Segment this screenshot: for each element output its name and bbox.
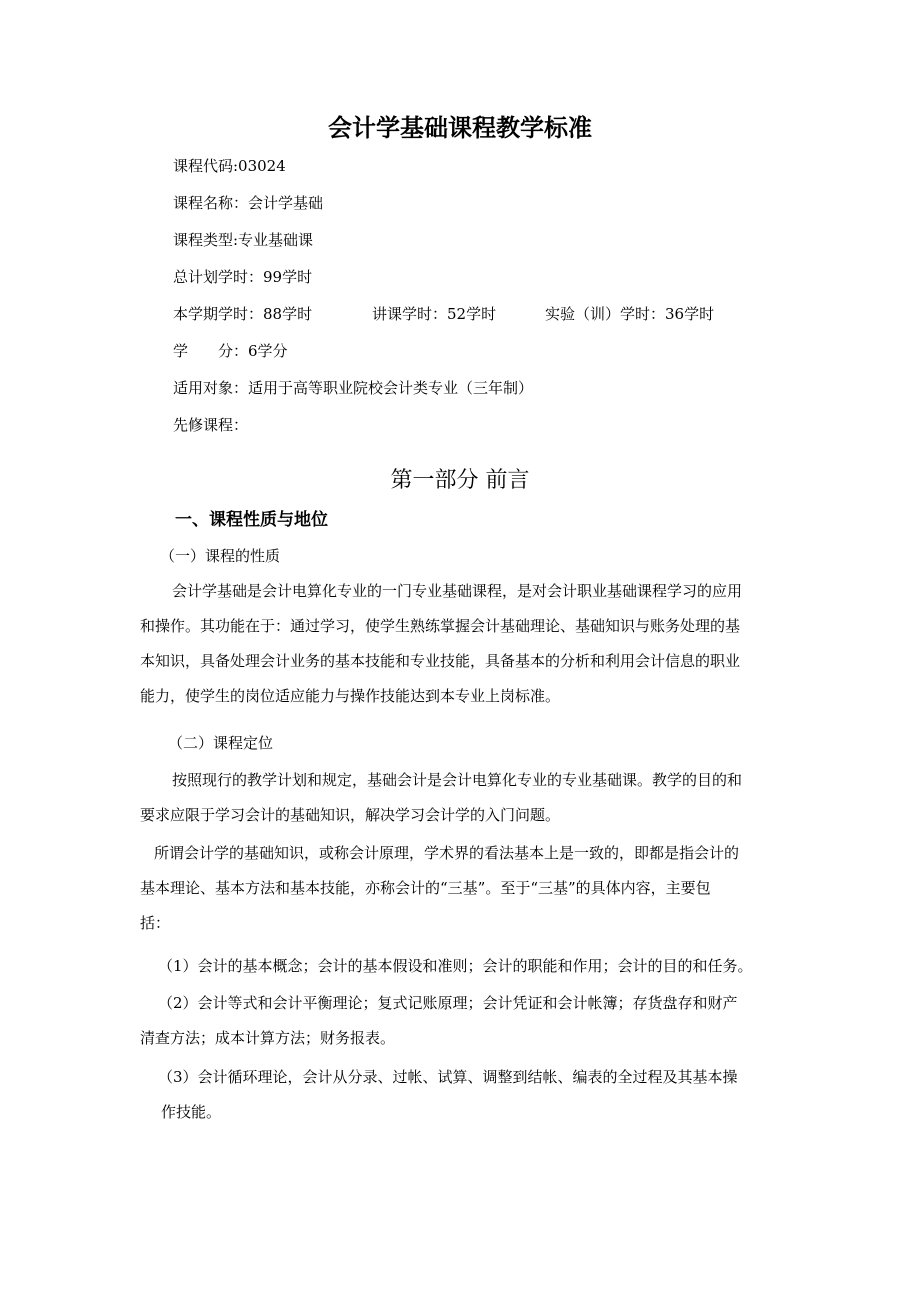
subsection-nature: （一）课程的性质 xyxy=(160,547,281,565)
credits: 学 分：6学分 xyxy=(173,342,288,360)
hours-row xyxy=(173,303,714,325)
text-line: （3）会计循环理论，会计从分录、过帐、试算、调整到结帐、编表的全过程及其基本操 xyxy=(158,1068,738,1086)
subsection-position: （二）课程定位 xyxy=(168,734,274,752)
text-line: 清查方法；成本计算方法；财务报表。 xyxy=(140,1029,396,1047)
document-title: 会计学基础课程教学标准 xyxy=(328,114,592,142)
paragraph-basics xyxy=(140,836,783,941)
text-line: 作技能。 xyxy=(161,1103,222,1121)
course-code: 课程代码:03024 xyxy=(173,157,286,175)
list-item-1 xyxy=(140,949,783,984)
text-line: 所谓会计学的基础知识，或称会计原理，学术界的看法基本上是一致的，即都是指会计的 xyxy=(154,844,740,862)
lecture-hours: 讲课学时：52学时 xyxy=(372,305,497,323)
text-line: （1）会计的基本概念；会计的基本假设和准则；会计的职能和作用；会计的目的和任务。 xyxy=(158,957,753,975)
total-hours: 总计划学时：99学时 xyxy=(173,268,313,286)
paragraph-position xyxy=(140,763,783,833)
course-name: 课程名称：会计学基础 xyxy=(173,194,324,212)
text-line: 会计学基础是会计电算化专业的一门专业基础课程，是对会计职业基础课程学习的应用 xyxy=(172,582,743,600)
section-title: 一、课程性质与地位 xyxy=(175,510,328,530)
text-line: 要求应限于学习会计的基础知识，解决学习会计学的入门问题。 xyxy=(140,806,561,824)
audience: 适用对象：适用于高等职业院校会计类专业（三年制） xyxy=(173,379,534,397)
text-line: 基本理论、基本方法和基本技能，亦称会计的“三基”。至于“三基”的具体内容，主要包 xyxy=(140,879,711,897)
text-line: 本知识，具备处理会计业务的基本技能和专业技能，具备基本的分析和利用会计信息的职业 xyxy=(140,652,741,670)
text-line: 能力，使学生的岗位适应能力与操作技能达到本专业上岗标准。 xyxy=(140,687,561,705)
list-item-2 xyxy=(140,986,783,1056)
list-item-3 xyxy=(140,1060,783,1130)
text-line: 和操作。其功能在于：通过学习，使学生熟练掌握会计基础理论、基础知识与账务处理的基 xyxy=(140,617,741,635)
lab-hours: 实验（训）学时：36学时 xyxy=(545,305,715,323)
part-title: 第一部分 前言 xyxy=(390,468,530,493)
text-line: 按照现行的教学计划和规定，基础会计是会计电算化专业的专业基础课。教学的目的和 xyxy=(172,771,743,789)
prerequisites: 先修课程： xyxy=(173,416,249,434)
text-line: 括： xyxy=(140,914,171,932)
course-type: 课程类型:专业基础课 xyxy=(173,231,314,249)
term-hours: 本学期学时：88学时 xyxy=(173,305,313,323)
text-line: （2）会计等式和会计平衡理论；复式记账原理；会计凭证和会计帐簿；存货盘存和财产 xyxy=(158,994,738,1012)
paragraph-nature xyxy=(140,574,783,714)
